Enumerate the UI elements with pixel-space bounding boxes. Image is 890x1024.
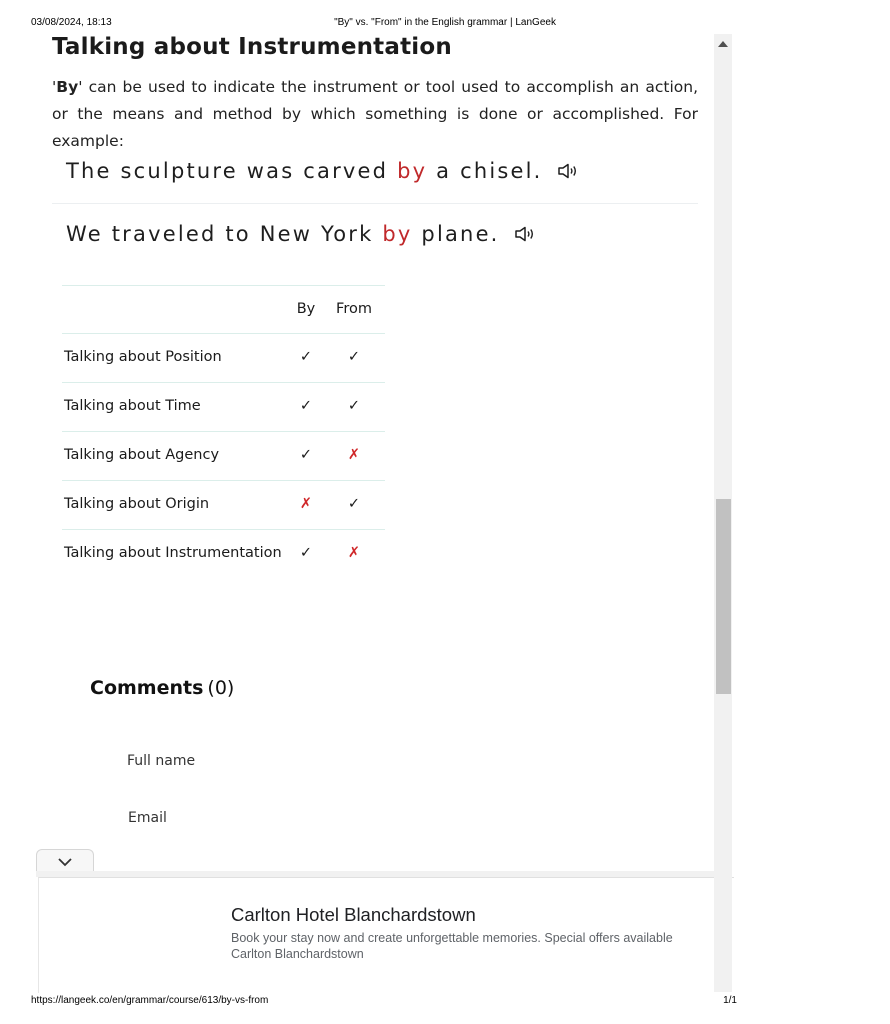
comments-heading bbox=[90, 677, 234, 699]
row-label: Talking about Time bbox=[64, 398, 201, 414]
example-divider bbox=[52, 203, 698, 204]
check-icon: ✓ bbox=[347, 398, 361, 414]
example-sentence bbox=[66, 159, 581, 183]
example-highlight: by bbox=[397, 159, 428, 183]
cross-icon: ✗ bbox=[299, 496, 313, 512]
check-icon: ✓ bbox=[299, 349, 313, 365]
speaker-icon[interactable] bbox=[514, 224, 538, 242]
print-url: https://langeek.co/en/grammar/course/613/by-vs-from bbox=[31, 995, 269, 1006]
speaker-icon[interactable] bbox=[557, 161, 581, 179]
table-row bbox=[62, 382, 385, 431]
table-header-from: From bbox=[336, 301, 372, 317]
example-text-after: a chisel. bbox=[427, 159, 543, 183]
intro-keyword: By bbox=[56, 78, 79, 96]
row-label: Talking about Position bbox=[64, 349, 222, 365]
example-text-before: The sculpture was carved bbox=[66, 159, 398, 183]
print-datetime: 03/08/2024, 18:13 bbox=[31, 17, 112, 28]
example-highlight: by bbox=[382, 222, 413, 246]
table-row bbox=[62, 480, 385, 529]
chevron-down-icon bbox=[57, 857, 73, 867]
example-text-after: plane. bbox=[412, 222, 500, 246]
ad-text-line: Carlton Blanchardstown bbox=[231, 947, 364, 961]
table-row bbox=[62, 333, 385, 382]
intro-quote: ' bbox=[52, 78, 57, 96]
ad-banner[interactable] bbox=[38, 877, 734, 993]
comments-count: (0) bbox=[207, 677, 235, 699]
print-header bbox=[0, 17, 768, 31]
cross-icon: ✗ bbox=[347, 447, 361, 463]
comparison-table bbox=[62, 285, 385, 578]
check-icon: ✓ bbox=[347, 496, 361, 512]
row-label: Talking about Agency bbox=[64, 447, 220, 463]
row-label: Talking about Instrumentation bbox=[64, 545, 282, 561]
table-row bbox=[62, 529, 385, 578]
ad-collapse-button[interactable] bbox=[36, 849, 94, 873]
ad-text bbox=[231, 930, 711, 962]
table-row bbox=[62, 431, 385, 480]
full-name-field[interactable] bbox=[127, 753, 222, 769]
intro-text: ' can be used to indicate the instrument or tool used to accomplish an action, or the means and method by which something is done or accomplished. For example: bbox=[52, 78, 698, 150]
row-label: Talking about Origin bbox=[64, 496, 210, 512]
vertical-scrollbar[interactable] bbox=[714, 34, 732, 992]
check-icon: ✓ bbox=[347, 349, 361, 365]
example-text-before: We traveled to New York bbox=[66, 222, 383, 246]
check-icon: ✓ bbox=[299, 545, 313, 561]
example-sentence bbox=[66, 222, 538, 246]
full-name-label: Full name bbox=[127, 753, 196, 769]
ad-text-line: Book your stay now and create unforgettable memories. Special offers available bbox=[231, 931, 673, 945]
print-page-title: "By" vs. "From" in the English grammar | LanGeek bbox=[334, 17, 556, 28]
section-intro bbox=[52, 74, 698, 155]
section-title: Talking about Instrumentation bbox=[52, 34, 452, 60]
scroll-up-icon[interactable] bbox=[718, 41, 728, 47]
check-icon: ✓ bbox=[299, 447, 313, 463]
print-footer bbox=[0, 995, 768, 1009]
table-header-row bbox=[62, 285, 385, 333]
content-viewport bbox=[36, 34, 714, 992]
scrollbar-thumb[interactable] bbox=[716, 499, 731, 694]
table-header-by: By bbox=[296, 301, 316, 317]
ad-title[interactable]: Carlton Hotel Blanchardstown bbox=[231, 904, 476, 925]
comments-label: Comments bbox=[90, 677, 204, 699]
email-field[interactable] bbox=[128, 810, 222, 826]
print-page-number: 1/1 bbox=[723, 995, 737, 1006]
check-icon: ✓ bbox=[299, 398, 313, 414]
email-label: Email bbox=[128, 810, 167, 826]
cross-icon: ✗ bbox=[347, 545, 361, 561]
